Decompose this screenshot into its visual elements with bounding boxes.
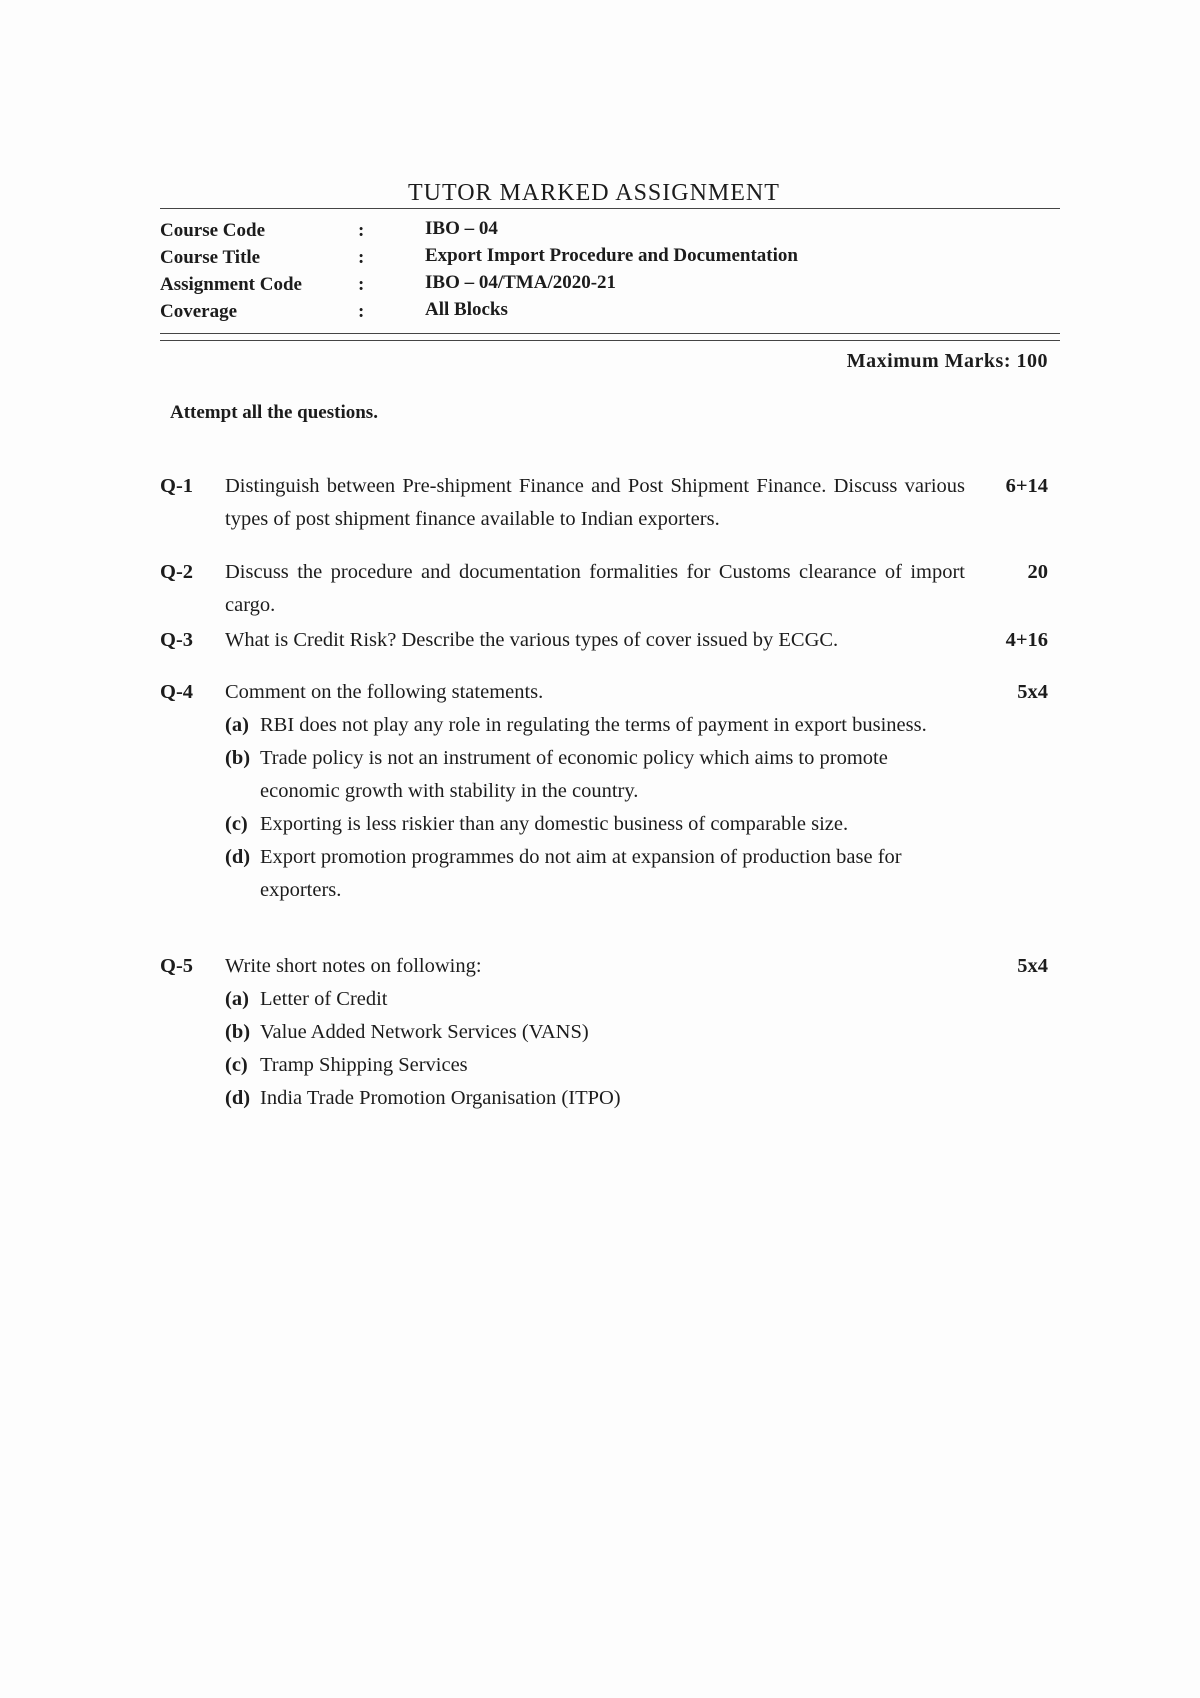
meta-row-coverage — [160, 301, 1060, 328]
item-text: Trade policy is not an instrument of economic policy which aims to promote economic growth with stability in the country. — [260, 747, 888, 802]
item-label: (a) — [225, 714, 249, 736]
notes-list — [225, 983, 965, 1115]
note-item — [225, 1049, 965, 1082]
meta-row-course-code — [160, 220, 1060, 247]
question-number: Q-2 — [160, 561, 194, 583]
instruction: Attempt all the questions. — [170, 402, 378, 423]
question-marks: 6+14 — [1005, 475, 1048, 497]
meta-colon: : — [358, 301, 365, 322]
item-label: (a) — [225, 988, 249, 1010]
item-text: Export promotion programmes do not aim at expansion of production base for exporters. — [260, 846, 902, 901]
question-marks: 5x4 — [1017, 681, 1048, 703]
question-marks: 4+16 — [1005, 629, 1048, 651]
page-title: TUTOR MARKED ASSIGNMENT — [408, 180, 780, 206]
question-marks: 20 — [1027, 561, 1048, 583]
item-text: Letter of Credit — [260, 988, 388, 1010]
item-label: (c) — [225, 813, 248, 835]
meta-value: IBO – 04 — [425, 218, 498, 239]
statement-item — [225, 709, 965, 742]
maximum-marks: Maximum Marks: 100 — [846, 350, 1048, 372]
item-label: (c) — [225, 1054, 248, 1076]
meta-label: Course Code — [160, 220, 266, 241]
question-text: Comment on the following statements. — [225, 681, 544, 703]
meta-row-assignment-code — [160, 274, 1060, 301]
meta-label: Course Title — [160, 247, 261, 268]
item-text: India Trade Promotion Organisation (ITPO) — [260, 1087, 621, 1109]
meta-value: Export Import Procedure and Documentation — [425, 245, 798, 266]
meta-label: Assignment Code — [160, 274, 302, 295]
question-text: Discuss the procedure and documentation formalities for Customs clearance of import cargo. — [225, 561, 965, 616]
item-label: (d) — [225, 1087, 251, 1109]
statement-item — [225, 742, 965, 808]
item-text: Value Added Network Services (VANS) — [260, 1021, 589, 1043]
statement-item — [225, 841, 965, 907]
meta-colon: : — [358, 220, 365, 241]
question-text: Write short notes on following: — [225, 955, 482, 977]
item-label: (b) — [225, 747, 251, 769]
question-number: Q-4 — [160, 681, 194, 703]
note-item — [225, 983, 965, 1016]
meta-divider-top — [160, 333, 1060, 334]
meta-label: Coverage — [160, 301, 238, 322]
note-item — [225, 1082, 965, 1115]
item-text: RBI does not play any role in regulating the terms of payment in export business. — [260, 714, 927, 736]
meta-row-course-title — [160, 247, 1060, 274]
question-text: What is Credit Risk? Describe the various types of cover issued by ECGC. — [225, 629, 839, 651]
statement-item — [225, 808, 965, 841]
course-meta-table — [160, 220, 1060, 328]
meta-colon: : — [358, 247, 365, 268]
meta-divider-bottom — [160, 340, 1060, 341]
question-number: Q-3 — [160, 629, 194, 651]
item-text: Exporting is less riskier than any domestic business of comparable size. — [260, 813, 849, 835]
meta-value: All Blocks — [425, 299, 508, 320]
item-label: (d) — [225, 846, 251, 868]
item-label: (b) — [225, 1021, 251, 1043]
title-divider — [160, 208, 1060, 209]
note-item — [225, 1016, 965, 1049]
statement-list — [225, 709, 965, 907]
question-number: Q-5 — [160, 955, 194, 977]
meta-colon: : — [358, 274, 365, 295]
question-marks: 5x4 — [1017, 955, 1048, 977]
item-text: Tramp Shipping Services — [260, 1054, 468, 1076]
question-number: Q-1 — [160, 475, 194, 497]
meta-value: IBO – 04/TMA/2020-21 — [425, 272, 617, 293]
question-text: Distinguish between Pre-shipment Finance and Post Shipment Finance. Discuss various types of post shipment finance available to Indian exporters. — [225, 475, 965, 530]
